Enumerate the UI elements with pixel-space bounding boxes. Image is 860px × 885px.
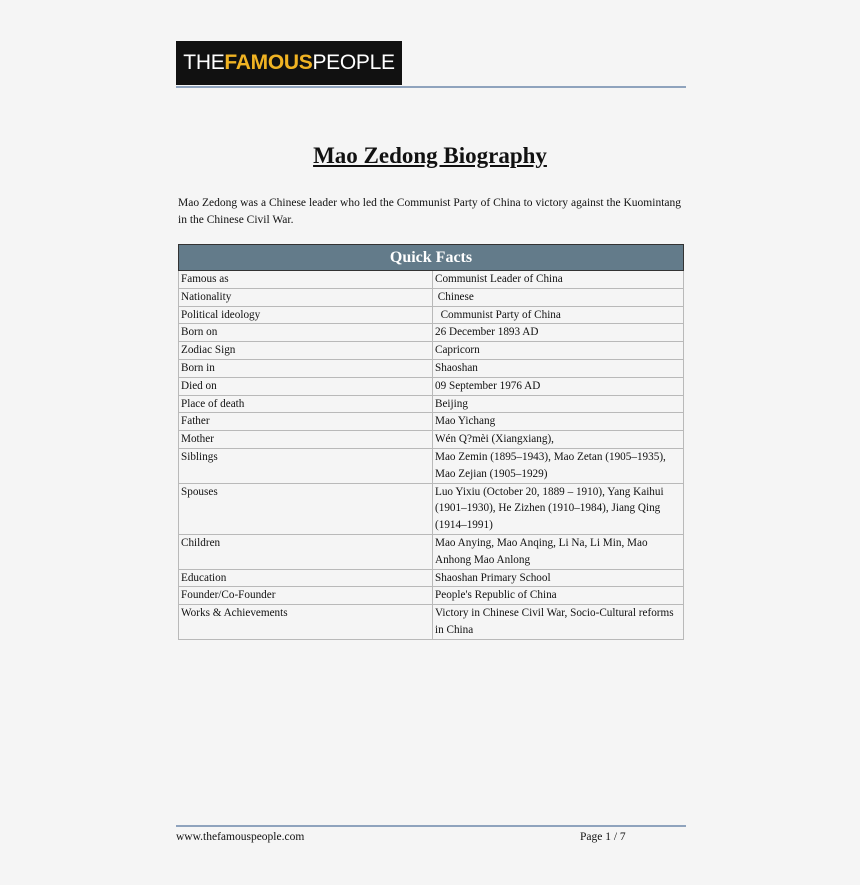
table-row <box>179 395 684 413</box>
fact-value: Chinese <box>433 288 684 306</box>
footer-url-link[interactable]: www.thefamouspeople.com <box>176 831 305 843</box>
logo-text-the: THE <box>183 51 225 74</box>
fact-value: 26 December 1893 AD <box>433 324 684 342</box>
fact-value: Shaoshan <box>433 359 684 377</box>
page-number: Page 1 / 7 <box>580 831 626 843</box>
fact-label: Nationality <box>179 288 433 306</box>
table-row <box>179 271 684 289</box>
fact-value: 09 September 1976 AD <box>433 377 684 395</box>
logo-text-famous: FAMOUS <box>224 51 313 74</box>
table-row <box>179 534 684 569</box>
table-row <box>179 377 684 395</box>
fact-value: Mao Anying, Mao Anqing, Li Na, Li Min, Mao Anhong Mao Anlong <box>433 534 684 569</box>
fact-label: Education <box>179 569 433 587</box>
fact-label: Father <box>179 413 433 431</box>
fact-label: Place of death <box>179 395 433 413</box>
fact-label: Works & Achievements <box>179 605 433 640</box>
fact-label: Siblings <box>179 448 433 483</box>
quick-facts-body <box>179 271 684 640</box>
fact-label: Mother <box>179 431 433 449</box>
fact-label: Spouses <box>179 483 433 534</box>
fact-label: Born in <box>179 359 433 377</box>
fact-value: Shaoshan Primary School <box>433 569 684 587</box>
fact-value: Victory in Chinese Civil War, Socio-Cultural reforms in China <box>433 605 684 640</box>
table-row <box>179 483 684 534</box>
table-row <box>179 324 684 342</box>
table-row <box>179 288 684 306</box>
fact-label: Famous as <box>179 271 433 289</box>
fact-value: Communist Leader of China <box>433 271 684 289</box>
fact-label: Born on <box>179 324 433 342</box>
table-row <box>179 342 684 360</box>
fact-label: Died on <box>179 377 433 395</box>
fact-value: Mao Zemin (1895–1943), Mao Zetan (1905–1935), Mao Zejian (1905–1929) <box>433 448 684 483</box>
table-row <box>179 359 684 377</box>
table-row <box>179 587 684 605</box>
table-row <box>179 448 684 483</box>
intro-paragraph: Mao Zedong was a Chinese leader who led the Communist Party of China to victory against the Kuomintang in the Chinese Civil War. <box>178 197 681 226</box>
fact-value: Mao Yichang <box>433 413 684 431</box>
fact-value: Wén Q?mèi (Xiangxiang), <box>433 431 684 449</box>
fact-value: Communist Party of China <box>433 306 684 324</box>
table-row <box>179 306 684 324</box>
quick-facts-table <box>178 244 684 640</box>
logo-text-people: PEOPLE <box>312 51 395 74</box>
fact-label: Founder/Co-Founder <box>179 587 433 605</box>
table-row <box>179 413 684 431</box>
fact-value: Luo Yixiu (October 20, 1889 – 1910), Yang Kaihui (1901–1930), He Zizhen (1910–1984), Jiang Qing (1914–1991) <box>433 483 684 534</box>
fact-value: Capricorn <box>433 342 684 360</box>
fact-label: Children <box>179 534 433 569</box>
fact-label: Zodiac Sign <box>179 342 433 360</box>
fact-value: Beijing <box>433 395 684 413</box>
table-row <box>179 431 684 449</box>
quick-facts-heading: Quick Facts <box>179 245 684 271</box>
fact-value: People's Republic of China <box>433 587 684 605</box>
table-row <box>179 569 684 587</box>
site-logo[interactable] <box>176 41 402 85</box>
footer-divider <box>176 825 686 827</box>
table-row <box>179 605 684 640</box>
header-divider <box>176 86 686 88</box>
fact-label: Political ideology <box>179 306 433 324</box>
page-title: Mao Zedong Biography <box>313 143 547 168</box>
